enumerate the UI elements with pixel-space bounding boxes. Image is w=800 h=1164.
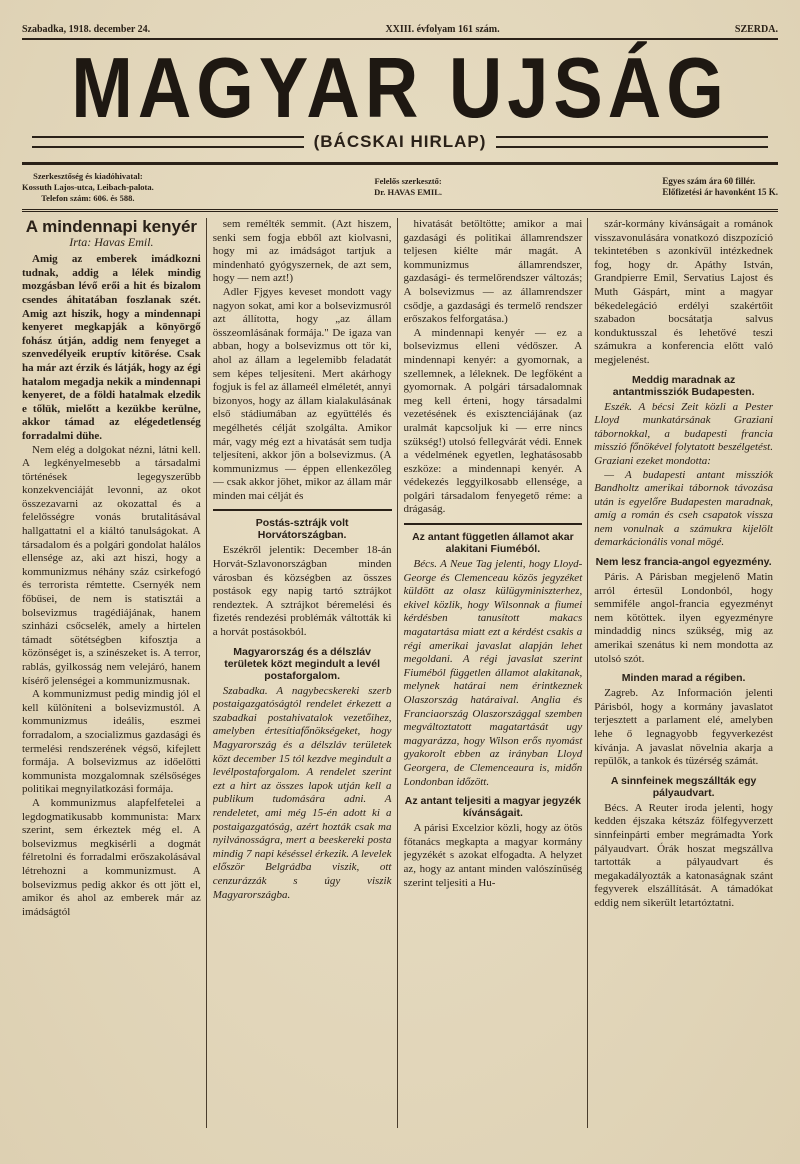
article-paragraph: A párisi Excelzior közli, hogy az ötös főtanács megkapta a magyar kormány jegyzékét s azokat elfogadta. A helyzet az, hogy az antant minden valószínűség szerint teljesiti a Hu-: [403, 822, 583, 889]
subtitle-rule-right: [496, 136, 768, 148]
article-paragraph: szár-kormány kívánságait a románok visszavonulására vonatkozó diszpozíció tekintetében s azonkívül intézkednek fog, hogy dr. Apáthy István, Grandpierre Emil, Servatius Lajost és Muth Gáspárt, mint a magyar békedelegáció erdélyi szakértőit szabadon bocsátatja salvus konduktusszal és lehetővé teszi számukra a konferencia előtt való megjelenést.: [594, 218, 773, 366]
editor-label: Felelős szerkesztő:: [374, 176, 442, 186]
article-paragraph: Adler Fjgyes keveset mondott vagy nagyon sokat, ami kor a bolsevizmusról azt állította, hogy „az állam összeomlásának formája." De igaza van abban, hogy a bolsevizmus ott tör ki, ahol az állam a legelemibb feladatát sem képes teljesíteni. Mert akárhogy fogjuk is fel az állameél elméletét, annyi bizonyos, hogy az állam kialakulásának első stádiumában az együttélés és megélhetés célját szolgálta. Amikor már, vagy még ezt a hivatását sem tudja teljesíteni, akkor jön a bolsevizmus. (A kommunizmus — éppen ellenkezőleg — csak akkor jöhet, mikor az állam már minden mai célját és: [212, 285, 392, 502]
article-paragraph: Páris. A Párisban megjelenő Matin arról értesül Londonból, hogy semmiféle angol-francia egyezményt nem kötöttek. ilyen egyezményre mindaddig nincs szükség, mig az amerikai szenátus ki nem mondotta az utolsó szót.: [594, 571, 773, 665]
article-author: Irta: Havas Emil.: [69, 234, 154, 249]
article-paragraph: A kommunizmust pedig mindig jól el kell különíteni a bolsevizmustól. A kommunizmus ideális, eszmei forradalom, a szocializmus gazdasági és termelési rendszerének végső, kifejlett formája. A bolsevizmus az időelőtti kommunista mozgalomnak szélsőséges politikai megnyilatkozási formája.: [22, 688, 201, 796]
headline-agreement: Nem lesz francia-angol egyezmény.: [595, 556, 772, 569]
headline-postal-traffic: Magyarország és a délszláv területek közt megindult a levél postaforgalom.: [224, 645, 381, 682]
article-paragraph: Szabadka. A nagybecskereki szerb postaigazgatóságtól rendelet érkezett a szabadkai postahivatalok vezetőihez, amelyben értesítiafőnökségeket, hogy Magyarország és a délszláv területek közt december 15 tól kezdve megindult a levélpostaforgalom. A rendelet szerint ezt a hirt az összes lapok utján kell a publikum tudomására adni. A rendeletet, ami még 15-én adott ki a postaigazgatóság, azért hozták csak ma nyilvánosságra, mert a beeskereki posta mindig 7 napi késéssel érkezik. A levelek először Belgrádba viszik, ott cenzurázzák s úgy viszik Magyarországba.: [212, 684, 392, 901]
office-label: Szerkesztőség és kiadóhivatal:: [33, 170, 143, 181]
editor-name: Dr. HAVAS EMIL.: [374, 187, 443, 197]
article-paragraph: Eszékről jelentik: December 18-án Horvát-Szlavonországban minden városban és községben az összes postások egy napig tartó sztrájkot rendeztek. A sztrájkot béremelési és fizetés rendezési problémák váltották ki a horvát postásokból.: [212, 544, 392, 639]
subscription-price: Előfizetési ár havonként 15 K.: [662, 187, 778, 197]
article-paragraph: Eszék. A bécsi Zeit közli a Pester Lloyd munkatársának Graziani tábornokkal, a budapesti francia misszió főnökével folytatott beszélgetést. Graziani ezeket mondotta:: [594, 400, 773, 467]
column-2: [213, 218, 398, 1128]
headline-postal-strike: Postás-sztrájk volt Horvátországban.: [255, 517, 349, 542]
column-3: [404, 218, 589, 1128]
office-info: [22, 171, 154, 204]
subtitle: (BÁCSKAI HIRLAP): [313, 132, 487, 151]
section-divider: [213, 509, 392, 511]
article-paragraph: Bécs. A Neue Tag jelenti, hogy Lloyd-George és Clemenceau közös jegyzéket küldött az olasz külügyminiszterhez, ekivel közlik, hogy Wilsonnak a fiumei kérdésben tanusított makacs magatartása miatt ezt a kérdést csakis a régi amerikai javaslat alapján lehet megoldani. A régi javaslat szerint Fiuméból független államot alakitanak, melynek határai nem érintkeznek Olaszország határaival. Anglia és Franciaország Olaszországgal szemben megváltoztatott magatartását ugy magyarázza, hogy Wilson erős nyomást gyakorolt ebben az irányban Lloyd Georgera, de Clemenceaura is, midőn Londonban időzött.: [403, 558, 583, 788]
office-phone: Telefon szám: 606. és 588.: [41, 192, 135, 203]
article-paragraph: Nem elég a dolgokat nézni, látni kell. A legkényelmesebb a társadalmi történések legegyszerűbb konzekvenciáját levonni, az okot összezavarni az okozattal és a felelősségre vonás brutalitásával hallgattatni el a kiáltó tanulságokat. A társadalom és a polgári gondolat halálos ellensége az, aki azt hiszi, hogy a kommunizmus néhány száz csirkefogó és terrorista rémtette. Csernyék nem főbűsei, de nem is statisztái a bolsevizmus tragédiájának, hanem szinházi csőcselék, amely a hirtelen támadt sötétségben kifosztja a közönséget is, a szinészeket is. A terror, rablás, gyilkosság nem velejáró, hanem kísérő jelenségei a kommunizmusnak.: [22, 443, 201, 687]
headline-missions: Meddig maradnak az antantmissziók Budapesten.: [612, 373, 755, 398]
date-line: [22, 22, 778, 40]
headline-unchanged: Minden marad a régiben.: [621, 672, 746, 685]
article-paragraph: hivatását betöltötte; amikor a mai gazdasági és politikai államrendszer teljesen kiélte már magát. A kommunizmus államrendszer, gazdasági- és termelőrendszer változás; A bolsevizmus — az államrendszer csődje, a gazdasági és termelő rendszer erőszakos felforgatása.): [403, 218, 583, 326]
column-1: [22, 218, 207, 1128]
headline-note: Az antant teljesiti a magyar jegyzék kívánságait.: [404, 795, 581, 820]
article-paragraph: A kommunizmus alapfelfetelei a legdogmatikusabb kommunista: Marx szerint, sem érkeztek még el. A bolsevizmus megkisérli a dogmát félretolni és forradalmi erőszakolásával létrehozni a kommunizmust. A bolsevizmus pedig akkor és ott jött el, amikor és ahol az emberek már az imádságtól: [22, 796, 201, 918]
article-title: A mindennapi kenyér: [25, 218, 198, 236]
headline-fiume: Az antant független államot akar alakitani Fiuméból.: [412, 531, 574, 556]
article-paragraph: sem remélték semmit. (Azt hiszem, senki sem fogja ebből azt kiolvasni, hogy mi az imádságot tartjuk a mindenható gyógyszernek, de azt sem, hogy — nem azt!): [212, 218, 392, 285]
article-paragraph: — A budapesti antant missziók Bandholtz amerikai tábornok távozása után is egyelőre Budapesten maradnak, amíg a román és cseh csapatok vissza nem vonulnak a számukra kijelölt demarkácionális vonal mögé.: [594, 468, 773, 549]
columns: [22, 218, 778, 1128]
article-paragraph: A mindennapi kenyér — ez a bolsevizmus elleni védőszer. A mindennapi kenyér: a gyomornak, a szellemnek, a léleknek. De legfőként a gyomornak. A polgári társadalomnak meg kell érteni, hogy társadalmi vezetésének és exisztenciájának (az uralmát kapcsoljuk ki — erre nincs szükség!) utolsó fellegvárát védi. Ennek a védelmének egyetlen, leghatásosabb eszköze: a mindennapi kenyér. A védekezés leggyilkosabb ellensége, a polgári társadalom fenyegető réme: a drágaság.: [403, 326, 583, 516]
article-paragraph: Amig az emberek imádkozni tudnak, addig a lélek mindig mozgásban lévő erői a hit és bizalom csendes áhitatában foszlanak szét. Amig azt hiszik, hogy a mindennapi kenyeret megkapják a könyörgő fohász útján, addig nem fenyeget a szenvedélyeik eruptív kitörése. Csak ha már azt érzik és látják, hogy az égi hatalom megadja nekik a mindennapi kenyeret, de a földi hatalmak elzedik e tőlük, mielőtt a kezükbe kerülne, akkor támad az elégedetlenség forradalmi dühe.: [22, 253, 201, 442]
editor-info: [374, 176, 442, 198]
article-paragraph: Bécs. A Reuter iroda jelenti, hogy kedden éjszaka kétszáz fölfegyverzett sinnfeinpárti ember megrámadta York pályaudvart. Órák hoszat megszállva tartották a pályaudvart és megakadályozták a katonaságnak szánt fegyverek elszállítását. A támadókat eddig nem sikerült letartóztatni.: [594, 801, 773, 909]
issue-number: XXIII. évfolyam 161 szám.: [385, 23, 500, 35]
info-bar: [22, 162, 778, 212]
column-4: [594, 218, 778, 1128]
price-info: [662, 176, 778, 198]
article-paragraph: Zagreb. Az Información jelenti Párisból, hogy a kormány javaslatot terjesztett a parlament elé, amelyben lehe ő legnagyobb fegyverkezést kívánja. A javaslat növelnia akarja a repülők, a tankok és tüzérség számát.: [594, 687, 773, 768]
weekday: SZERDA.: [734, 23, 778, 35]
office-address: Kossuth Lajos-utca, Leibach-palota.: [22, 181, 154, 192]
subtitle-rule-left: [32, 136, 304, 148]
section-divider: [404, 523, 583, 525]
issue-date: Szabadka, 1918. december 24.: [22, 23, 151, 35]
masthead-title: MAGYAR UJSÁG: [71, 39, 729, 136]
single-price: Egyes szám ára 60 fillér.: [662, 176, 756, 186]
headline-sinn-fein: A sinnfeinek megszállták egy pályaudvart.: [610, 774, 757, 799]
